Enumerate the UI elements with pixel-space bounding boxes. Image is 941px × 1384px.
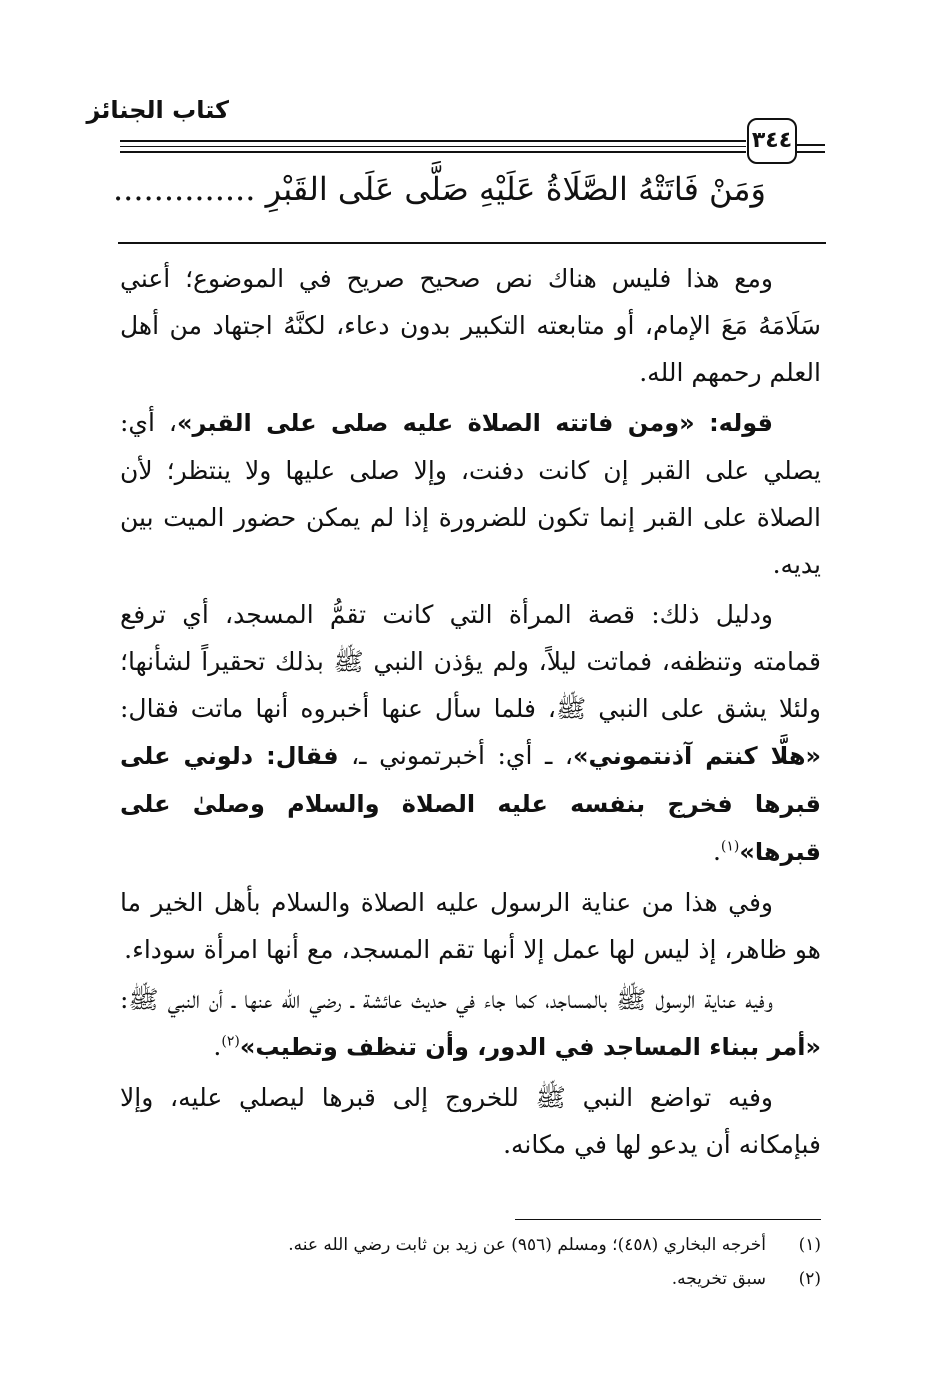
footnote-ref: (٢) <box>221 1033 240 1050</box>
paragraph <box>120 976 821 1071</box>
paragraph-text: . <box>213 1032 222 1061</box>
paragraph <box>120 1074 821 1168</box>
page-number: ٣٤٤ <box>747 118 797 164</box>
paragraph <box>120 255 821 396</box>
header-rule <box>795 151 825 153</box>
paragraph-text: ومع هذا فليس هناك نص صحيح صريح في الموضوع؛ أعني سَلَامَهُ مَعَ الإمام، أو متابعته التكبير بدون دعاء، لكنَّهُ اجتهاد من أهل العلم رحمهم الله. <box>120 264 821 387</box>
footnote-number: (١) <box>798 1235 821 1255</box>
matn-text: وَمَنْ فَاتَتْهُ الصَّلَاةُ عَلَيْهِ صَلَّى عَلَى القَبْرِ .............. <box>112 170 766 208</box>
matn-rule <box>118 242 826 244</box>
paragraph <box>120 879 821 973</box>
hadith-quote: «هلَّا كنتم آذنتموني» <box>573 742 821 770</box>
quoted-matn: قوله: «ومن فاتته الصلاة عليه صلى على القبر» <box>177 409 774 437</box>
body-text <box>120 255 821 1171</box>
footnote <box>170 1228 821 1262</box>
footnote-rule <box>515 1219 821 1220</box>
header-rule <box>795 144 825 146</box>
header-rule <box>120 140 746 142</box>
header-rule <box>120 146 746 147</box>
footnote-text: سبق تخريجه. <box>671 1269 766 1289</box>
paragraph <box>120 591 821 876</box>
paragraph-text: ، أي: يصلي على القبر إن كانت دفنت، وإلا صلى عليها ولا ينتظر؛ لأن الصلاة على القبر إنما تكون للضرورة إذا لم يمكن حضور الميت بين يديه. <box>120 408 821 579</box>
footnotes <box>170 1228 821 1296</box>
paragraph-text: وفيه تواضع النبي ﷺ للخروج إلى قبرها ليصلي عليه، وإلا فبإمكانه أن يدعو لها في مكانه. <box>120 1083 821 1159</box>
paragraph-text: ، ـ أي: أخبرتموني ـ، <box>338 741 573 770</box>
paragraph-text: ودليل ذلك: قصة المرأة التي كانت تقمُّ المسجد، أي ترفع قمامته وتنظفه، فماتت ليلاً، ولم يؤذن النبي ﷺ بذلك تحقيراً لشأنها؛ ولئلا يشق على النبي ﷺ، فلما سأل عنها أخبروه أنها ماتت فقال: <box>120 600 821 723</box>
hadith-quote: فقال: دلوني على قبرها فخرج بنفسه عليه الصلاة والسلام وصلىٰ على قبرها» <box>120 742 821 866</box>
paragraph-text: وفيه عناية الرسول ﷺ بالمساجد، كما جاء في حديث عائشة ـ رضي الله عنها ـ أن النبي ﷺ: <box>120 985 773 1014</box>
paragraph <box>120 399 821 588</box>
footnote-text: أخرجه البخاري (٤٥٨)؛ ومسلم (٩٥٦) عن زيد بن ثابت رضي الله عنه. <box>288 1235 766 1255</box>
paragraph-text: . <box>712 837 721 866</box>
footnote-ref: (١) <box>720 838 740 855</box>
footnote-number: (٢) <box>798 1269 821 1289</box>
header-rule <box>120 151 746 153</box>
paragraph-text: وفي هذا من عناية الرسول عليه الصلاة والسلام بأهل الخير ما هو ظاهر، إذ ليس لها عمل إلا أنها تقم المسجد، مع أنها امرأة سوداء. <box>120 888 821 964</box>
hadith-quote: «أمر ببناء المساجد في الدور، وأن تنظف وتطيب» <box>239 1033 821 1061</box>
running-header-title: كتاب الجنائز <box>86 96 229 124</box>
footnote <box>170 1262 821 1296</box>
